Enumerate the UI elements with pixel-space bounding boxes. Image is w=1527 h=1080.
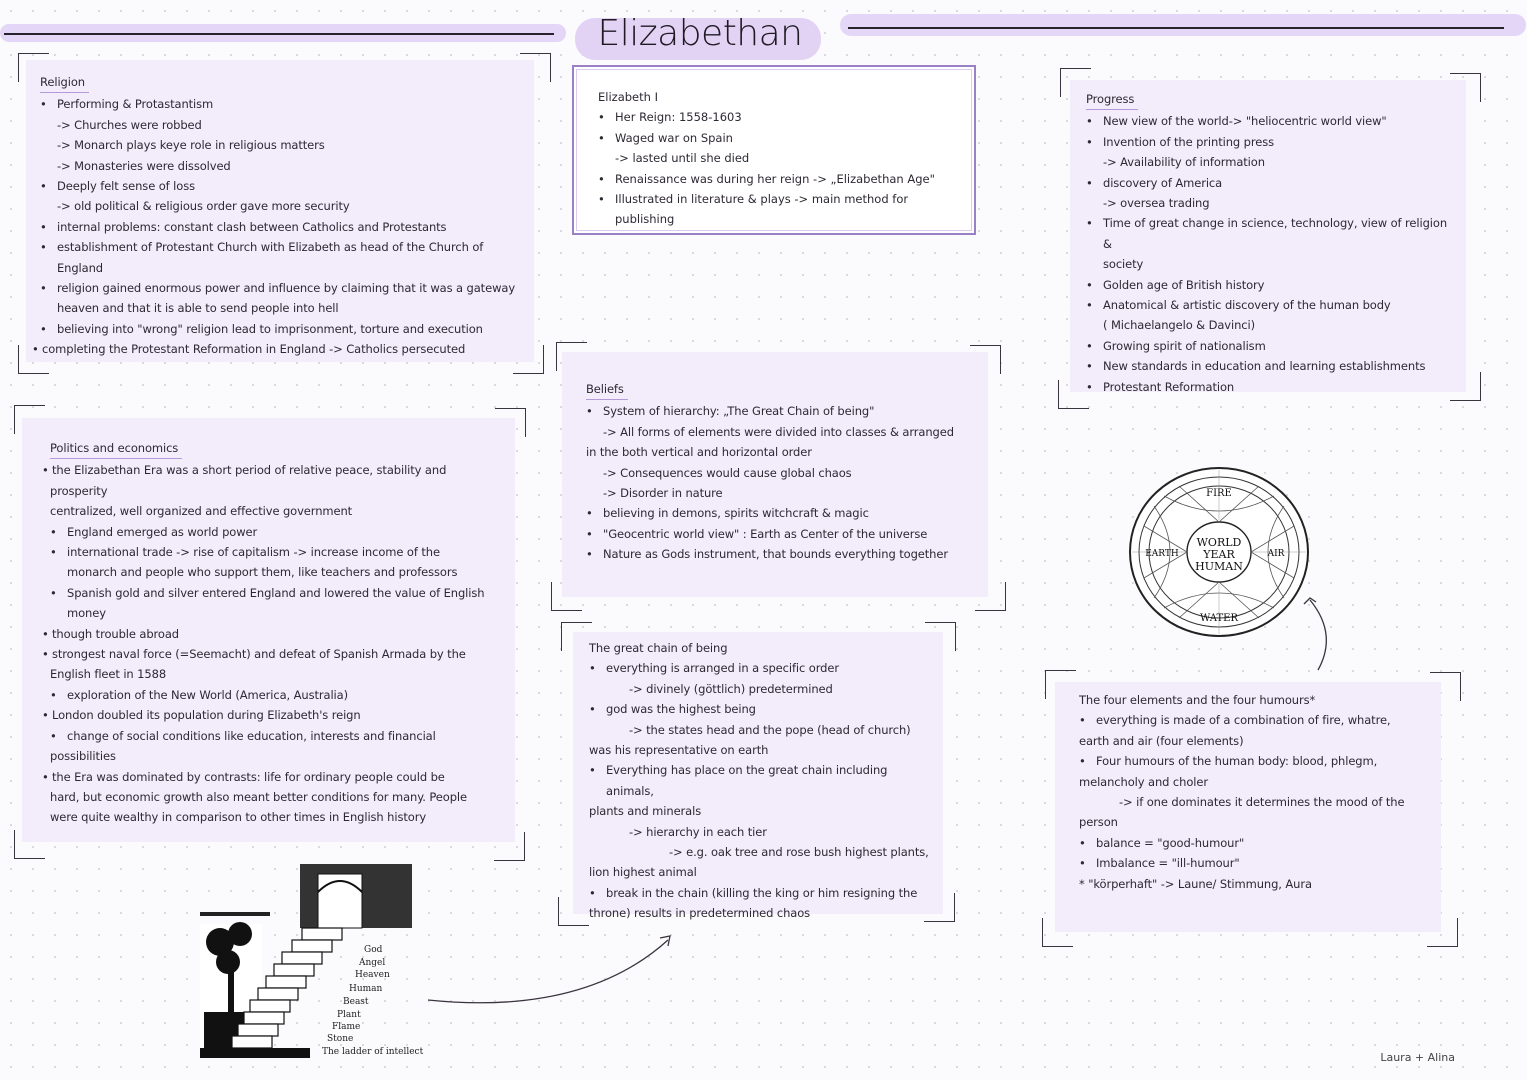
humours-line: • everything is made of a combination of fire, whatre, [1079, 710, 1427, 730]
politics-line: hard, but economic growth also meant better conditions for many. People [50, 789, 467, 804]
chain-heading: The great chain of being [589, 641, 728, 655]
chain-line: • break in the chain (killing the king or him resigning the [589, 883, 929, 903]
chain-line: • everything is arranged in a specific order [589, 658, 929, 678]
politics-heading: Politics and economics [50, 438, 182, 459]
religion-heading: Religion [40, 72, 89, 93]
progress-line: • Time of great change in science, technology, view of religion & [1086, 213, 1452, 254]
ladder-label: Angel [359, 958, 386, 968]
religion-line: -> old political & religious order gave more security [57, 199, 350, 214]
ladder-label: Stone [327, 1034, 354, 1044]
humours-line: melancholy and choler [1079, 774, 1208, 789]
religion-card [26, 60, 534, 362]
humours-line: -> if one dominates it determines the mood of the [1119, 795, 1405, 810]
progress-list [1086, 111, 1452, 397]
ladder-label: Human [349, 984, 383, 994]
wheel-element-label: FIRE [1206, 488, 1232, 499]
beliefs-line: in the both vertical and horizontal order [586, 445, 812, 460]
ladder-label: Heaven [355, 970, 390, 980]
beliefs-line: -> Consequences would cause global chaos [603, 465, 852, 480]
politics-line: • though trouble abroad [50, 624, 501, 644]
politics-line: possibilities [50, 749, 116, 764]
progress-line: ( Michaelangelo & Davinci) [1103, 318, 1256, 333]
politics-card [22, 418, 515, 842]
politics-line: • the Elizabethan Era was a short period of relative peace, stability and [50, 460, 501, 480]
chain-line: -> the states head and the pope (head of church) [629, 722, 911, 737]
politics-line: were quite wealthy in comparison to other times in English history [50, 810, 427, 825]
elizabeth-line: • Her Reign: 1558-1603 [598, 107, 964, 127]
beliefs-line: • believing in demons, spirits witchcraft & magic [586, 503, 974, 523]
politics-line: • Spanish gold and silver entered England and lowered the value of English [50, 583, 501, 603]
progress-line: • New standards in education and learning establishments [1086, 356, 1452, 376]
humours-line: person [1079, 815, 1118, 830]
elizabeth-heading: Elizabeth I [598, 90, 658, 104]
politics-line: • international trade -> rise of capitalism -> increase income of the [50, 542, 501, 562]
progress-line: • Protestant Reformation [1086, 377, 1452, 397]
progress-heading: Progress [1086, 89, 1138, 110]
politics-line: money [67, 606, 106, 621]
progress-line: • Golden age of British history [1086, 275, 1452, 295]
humours-line: • Four humours of the human body: blood, phlegm, [1079, 751, 1427, 771]
chain-line: -> hierarchy in each tier [629, 824, 767, 839]
politics-line: • England emerged as world power [50, 522, 501, 542]
wheel-center-line: WORLD [1196, 536, 1242, 549]
progress-line: • New view of the world-> "heliocentric world view" [1086, 111, 1452, 131]
beliefs-line: • "Geocentric world view" : Earth as Center of the universe [586, 524, 974, 544]
arrow-to-chain [424, 930, 680, 1010]
progress-line: • discovery of America [1086, 173, 1452, 193]
beliefs-line: -> Disorder in nature [603, 486, 723, 501]
politics-line: • exploration of the New World (America, Australia) [50, 685, 501, 705]
progress-line: • Growing spirit of nationalism [1086, 336, 1452, 356]
religion-line: England [57, 260, 103, 275]
ladder-label: Beast [343, 997, 369, 1007]
politics-line: • London doubled its population during Elizabeth's reign [50, 705, 501, 725]
ladder-label: Plant [337, 1010, 361, 1020]
header-band-right [840, 14, 1526, 36]
header-line-right [848, 27, 1504, 29]
ladder-label: The ladder of intellect [322, 1047, 424, 1057]
elizabeth-line: • Illustrated in literature & plays -> main method for publishing [598, 189, 964, 230]
politics-line: centralized, well organized and effective government [50, 504, 353, 519]
chain-card [573, 632, 943, 921]
humours-list [1079, 690, 1427, 894]
religion-line: • religion gained enormous power and influence by claiming that it was a gateway [40, 278, 520, 298]
progress-line: society [1103, 257, 1144, 272]
chain-line: • god was the highest being [589, 699, 929, 719]
politics-line: prosperity [50, 483, 108, 498]
humours-heading: The four elements and the four humours* [1079, 693, 1316, 707]
beliefs-heading: Beliefs [586, 379, 628, 400]
four-elements-wheel-illustration [1124, 466, 1314, 642]
humours-line: earth and air (four elements) [1079, 733, 1244, 748]
politics-line: monarch and people who support them, like teachers and professors [67, 565, 458, 580]
chain-list [589, 638, 929, 924]
chain-line: -> divinely (göttlich) predetermined [629, 681, 833, 696]
politics-line: • the Era was dominated by contrasts: life for ordinary people could be [50, 767, 501, 787]
religion-list [40, 94, 520, 359]
elizabeth-list [598, 87, 964, 230]
politics-line: English fleet in 1588 [50, 667, 167, 682]
humours-line: • balance = "good-humour" [1079, 833, 1427, 853]
progress-line: • Invention of the printing press [1086, 132, 1452, 152]
progress-line: -> oversea trading [1103, 196, 1210, 211]
religion-line: • establishment of Protestant Church with Elizabeth as head of the Church of [40, 237, 520, 257]
politics-list [50, 460, 501, 827]
chain-line: lion highest animal [589, 865, 697, 880]
progress-line: -> Availability of information [1103, 155, 1265, 170]
religion-line: -> Monarch plays keye role in religious matters [57, 138, 325, 153]
religion-line: -> Churches were robbed [57, 117, 202, 132]
ladder-label: Flame [332, 1022, 361, 1032]
chain-line: • Everything has place on the great chain including animals, [589, 760, 929, 801]
progress-card [1070, 80, 1466, 392]
elizabeth-card [572, 65, 976, 235]
religion-line: -> Monasteries were dissolved [57, 158, 231, 173]
politics-line: • strongest naval force (=Seemacht) and defeat of Spanish Armada by the [50, 644, 501, 664]
beliefs-line: • System of hierarchy: „The Great Chain of being" [586, 401, 974, 421]
wheel-center-line: HUMAN [1195, 560, 1243, 573]
elizabeth-line: • Waged war on Spain [598, 128, 964, 148]
author-signature: Laura + Alina [1380, 1051, 1455, 1064]
chain-line: was his representative on earth [589, 743, 769, 758]
politics-line: • change of social conditions like education, interests and financial [50, 726, 501, 746]
chain-line: throne) results in predetermined chaos [589, 906, 811, 921]
beliefs-list [586, 401, 974, 564]
wheel-element-label: EARTH [1145, 549, 1179, 559]
header-line-left [4, 33, 554, 35]
humours-card [1055, 682, 1441, 932]
page-title: Elizabethan [597, 13, 803, 54]
wheel-element-label: WATER [1200, 613, 1238, 624]
religion-line: heaven and that it is able to send people into hell [57, 301, 339, 316]
beliefs-line: • Nature as Gods instrument, that bounds everything together [586, 544, 974, 564]
wheel-center-line: YEAR [1203, 548, 1235, 561]
wheel-element-label: AIR [1267, 549, 1285, 559]
beliefs-line: -> All forms of elements were divided into classes & arranged [603, 424, 954, 439]
religion-line: • internal problems: constant clash between Catholics and Protestants [40, 217, 520, 237]
humours-line: * "körperhaft" -> Laune/ Stimmung, Aura [1079, 876, 1312, 891]
elizabeth-line: • Renaissance was during her reign -> „Elizabethan Age" [598, 169, 964, 189]
elizabeth-line: -> lasted until she died [615, 151, 750, 166]
progress-line: • Anatomical & artistic discovery of the human body [1086, 295, 1452, 315]
religion-line: • Performing & Protastantism [40, 94, 520, 114]
ladder-label: God [364, 945, 383, 955]
chain-line: -> e.g. oak tree and rose bush highest plants, [669, 845, 929, 860]
chain-line: plants and minerals [589, 804, 702, 819]
religion-line: • believing into "wrong" religion lead to imprisonment, torture and execution [40, 319, 520, 339]
religion-line: • Deeply felt sense of loss [40, 176, 520, 196]
beliefs-card [562, 352, 988, 597]
religion-line: • completing the Protestant Reformation in England -> Catholics persecuted [40, 339, 520, 359]
humours-line: • Imbalance = "ill-humour" [1079, 853, 1427, 873]
arrow-to-wheel [1296, 590, 1346, 676]
